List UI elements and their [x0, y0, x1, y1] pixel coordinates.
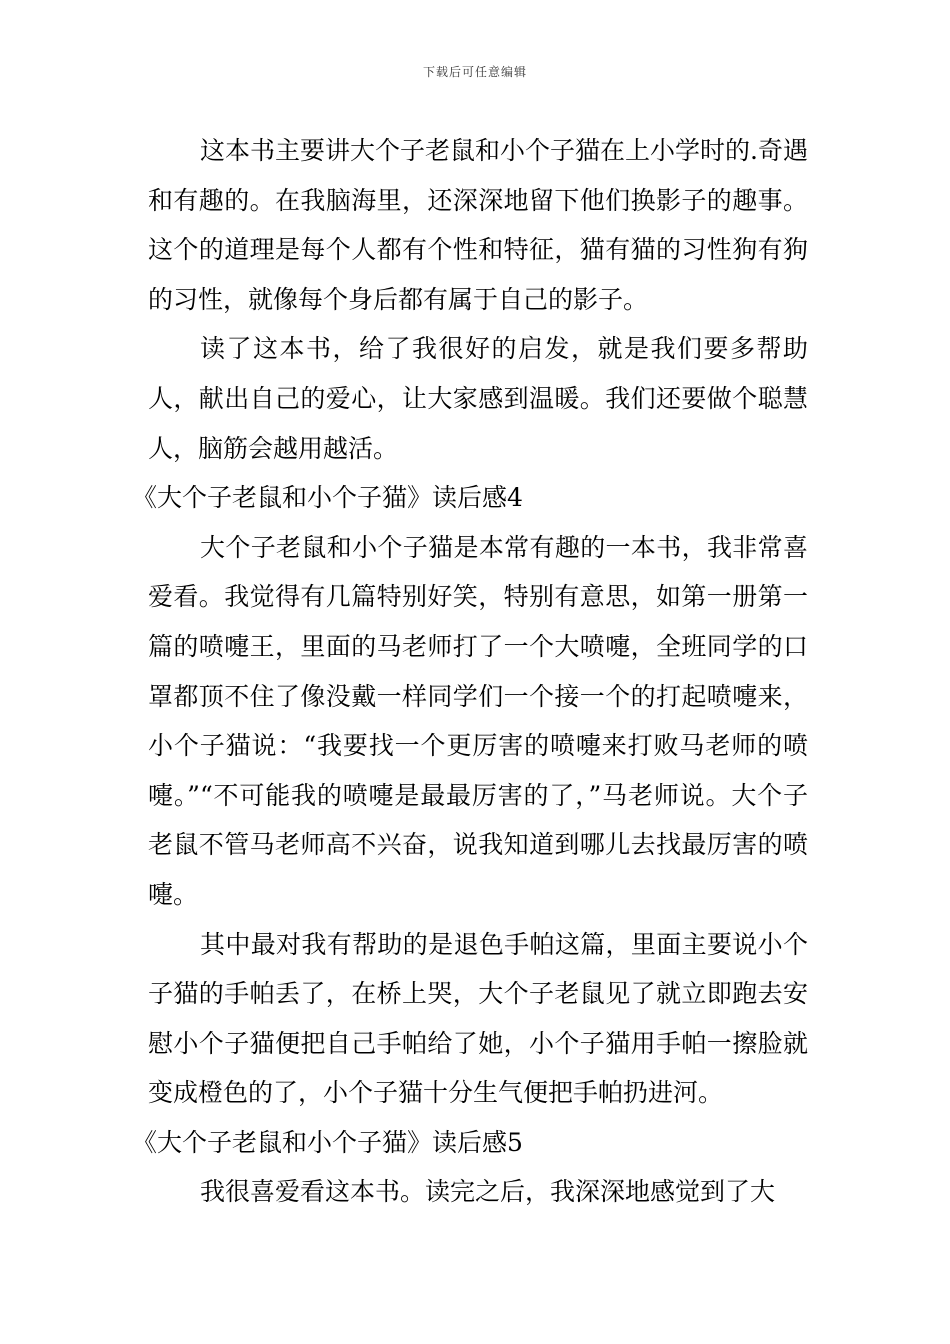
document-body [132, 126, 808, 1217]
section-heading: 《大个子老鼠和小个子猫》读后感4 [132, 483, 523, 513]
section-heading: 《大个子老鼠和小个子猫》读后感5 [132, 1127, 523, 1157]
page-header-note: 下载后可任意编辑 [422, 65, 527, 79]
body-paragraph: 这本书主要讲大个子老鼠和小个子猫在上小学时的.奇遇和有趣的。在我脑海里，还深深地留下他们换影子的趣事。这个的道理是每个人都有个性和特征，猫有猫的习性狗有狗的习性，就像每个身后都有属于自己的影子。 [148, 136, 808, 314]
body-paragraph: 读了这本书，给了我很好的启发，就是我们要多帮助人，献出自己的爱心，让大家感到温暖。我们还要做个聪慧人，脑筋会越用越活。 [148, 334, 808, 463]
body-paragraph: 我很喜爱看这本书。读完之后，我深深地感觉到了大 [200, 1177, 776, 1207]
body-paragraph: 其中最对我有帮助的是退色手帕这篇，里面主要说小个子猫的手帕丢了，在桥上哭，大个子老鼠见了就立即跑去安慰小个子猫便把自己手帕给了她，小个子猫用手帕一擦脸就变成橙色的了，小个子猫十分生气便把手帕扔进河。 [148, 929, 808, 1108]
body-paragraph: 大个子老鼠和小个子猫是本常有趣的一本书，我非常喜爱看。我觉得有几篇特别好笑，特别有意思，如第一册第一篇的喷嚏王，里面的马老师打了一个大喷嚏，全班同学的口罩都顶不住了像没戴一样同学们一个接一个的打起喷嚏来，小个子猫说：“我要找一个更厉害的喷嚏来打败马老师的喷嚏。”“不可能我的喷嚏是最最厉害的了，”马老师说。大个子老鼠不管马老师高不兴奋，说我知道到哪儿去找最厉害的喷嚏。 [148, 532, 808, 909]
